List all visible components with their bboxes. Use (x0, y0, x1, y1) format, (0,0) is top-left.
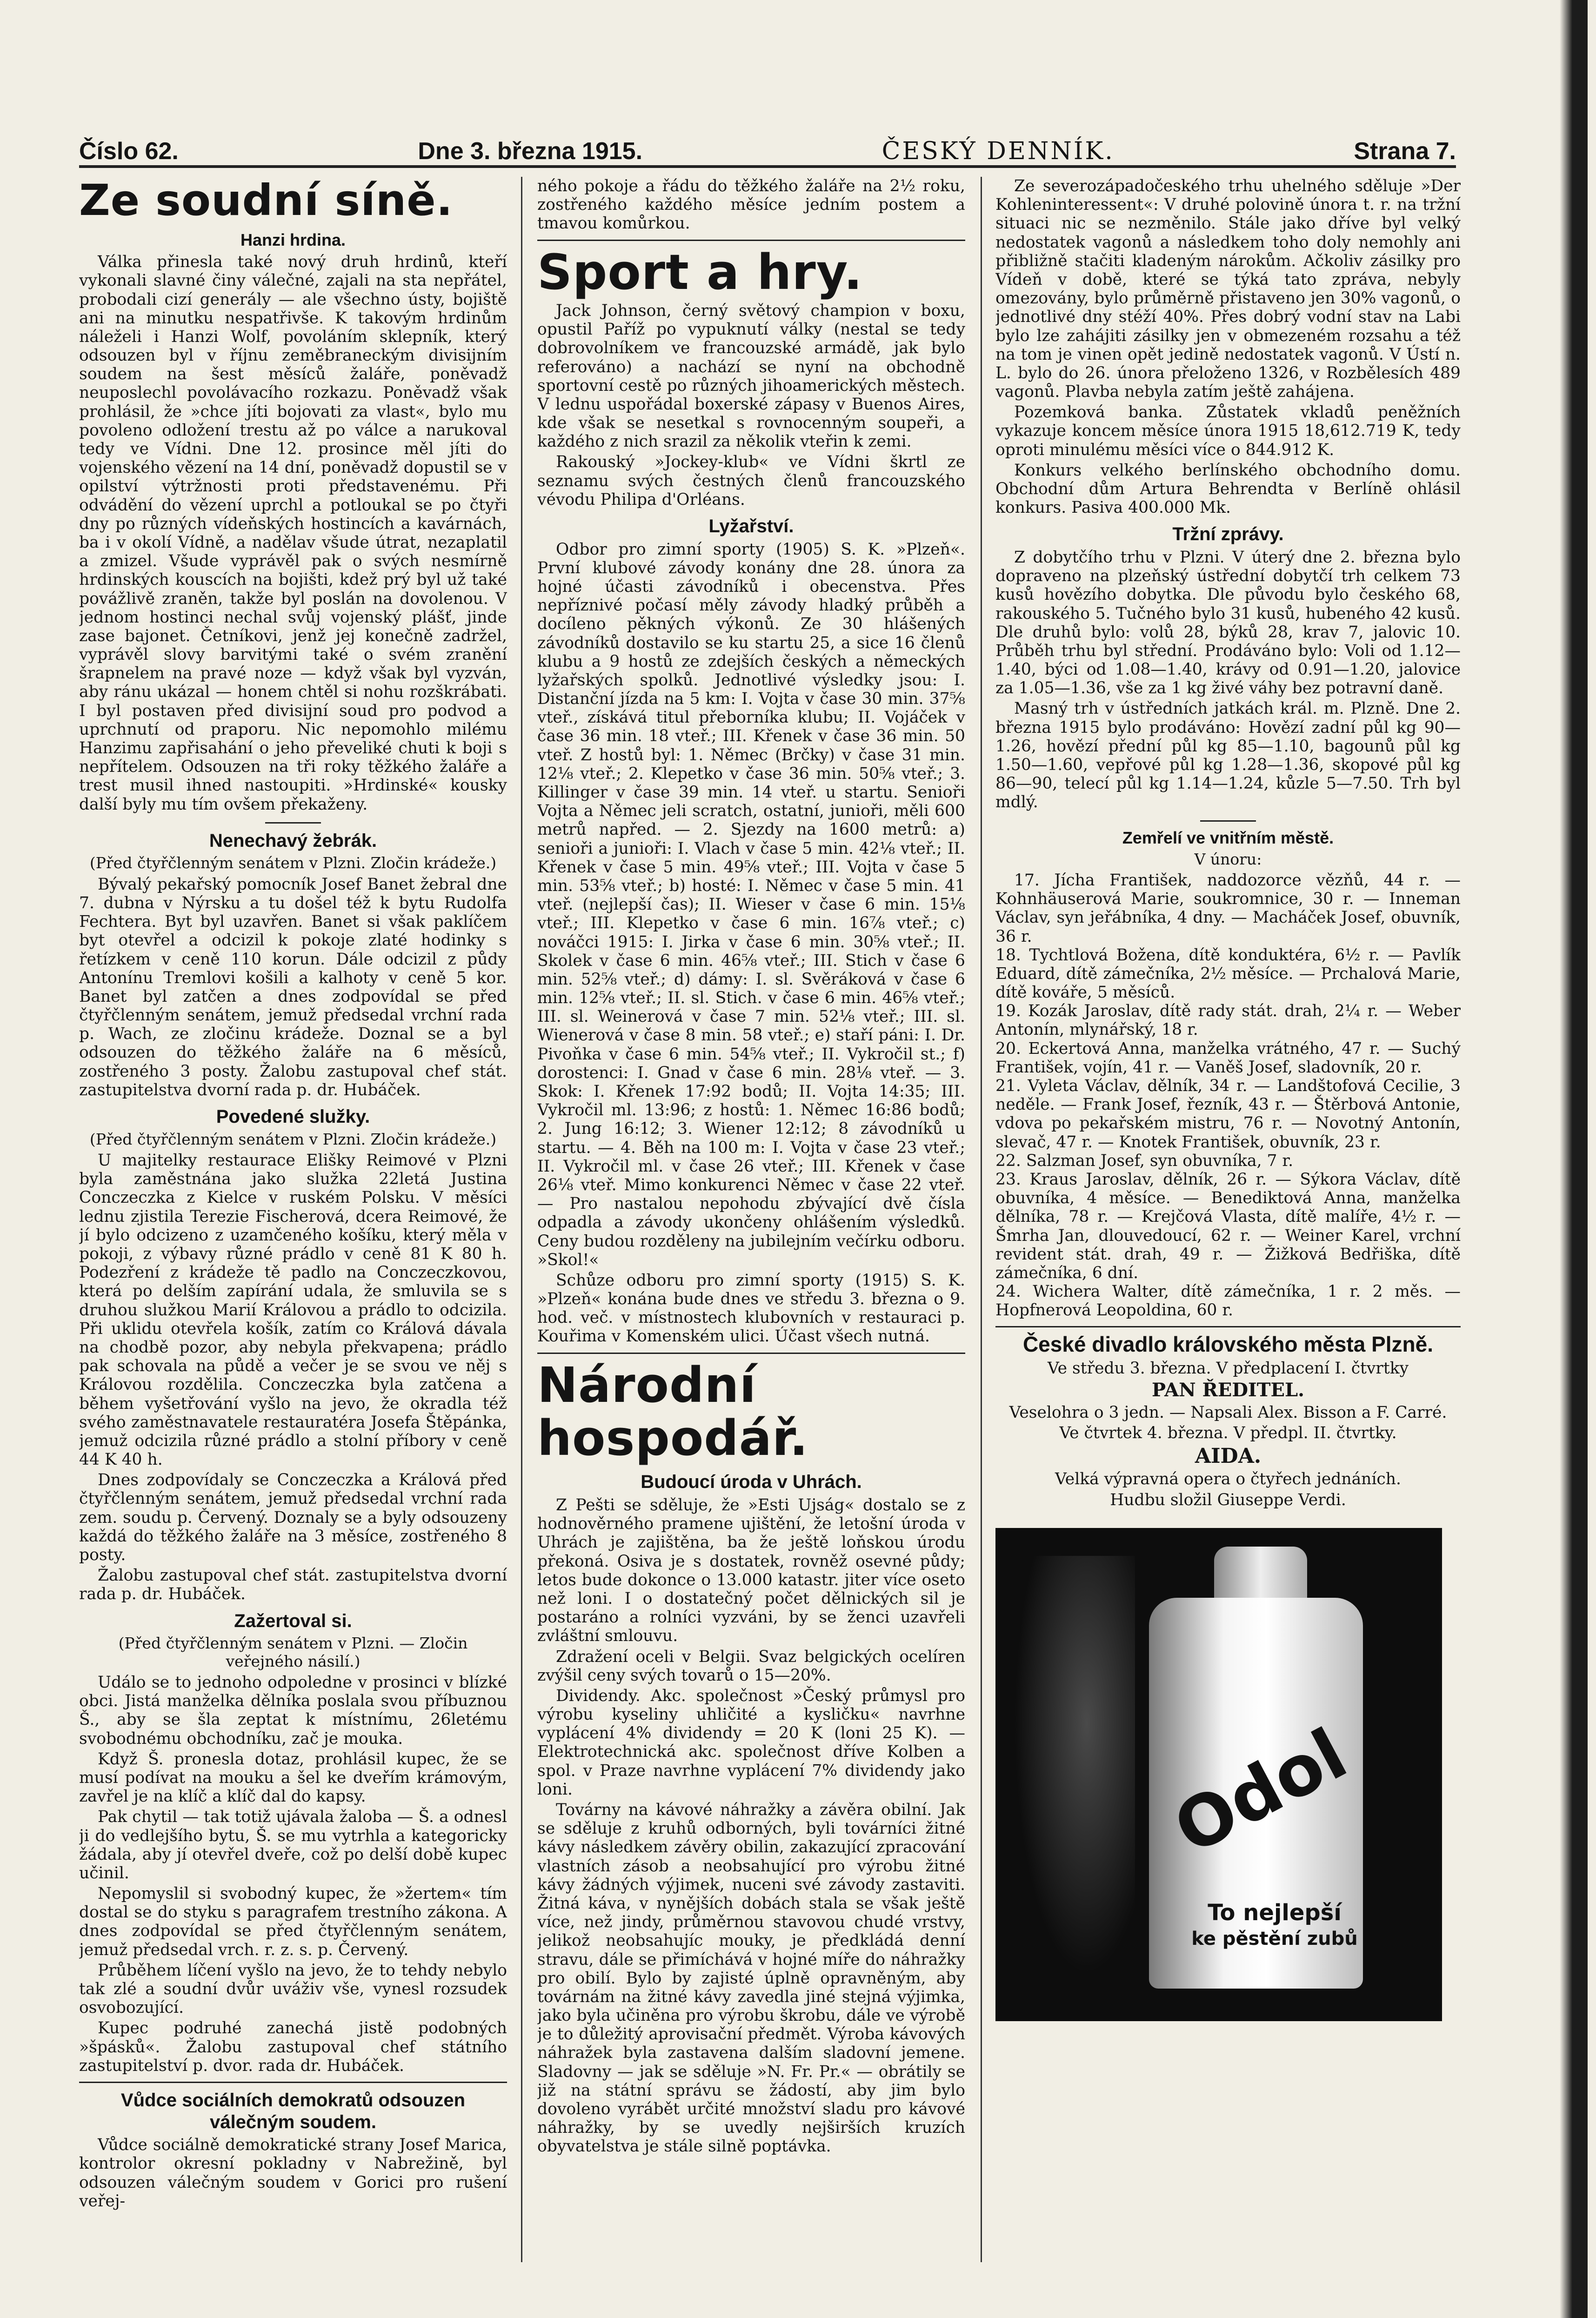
ad-splash-graphic (1014, 1556, 1135, 1975)
article-paragraph: Bývalý pekařský pomocník Josef Banet žebral dne 7. dubna v Nýrsku a tu došel též k bytu Rudolfa Fechtera. Byt byl uzavřen. Banet si však paklíčem byt otevřel a odcizil k pokoje zlaté hodinky s řetízkem v ceně 110 korun. Dále odcizil z půdy Antonínu Tremlovi košili a kalhoty v ceně 5 kor. Banet byl zatčen a dnes zodpovídal se před čtyřčlenným senátem, jemuž předsedal vrchní rada p. Wach, ze zločinu krádeže. Doznal se a byl odsouzen do těžkého žaláře na 6 měsíců, zostřeného 3 posty. Žalobu zastupoval chef stát. zastupitelstva dvorní rada p. dr. Hubáček. (79, 875, 507, 1099)
masthead (79, 133, 1456, 168)
article-title: Nenechavý žebrák. (209, 830, 377, 851)
article-paragraph: Z Pešti se sděluje, že »Esti Ujság« dostalo se z hodnověrného pramene ujištění, že letošní úroda v Uhrách je zajištěna, ba že ještě loňskou úrodu překoná. Osiva je s dostatek, rovněž osevné půdy; letos bude dokonce o 13.000 katastr. jiter více oseto než loni. I o dostatečný počet dělnických sil je postaráno a rolníci vyzváni, by se ženci uzavřeli zvláštní smlouvu. (537, 1496, 965, 1646)
newspaper-name: ČESKÝ DENNÍK. (881, 137, 1115, 165)
article-title: Budoucí úroda v Uhrách. (641, 1472, 862, 1493)
issue-number: Číslo 62. (79, 138, 179, 165)
article-paragraph: Zdražení oceli v Belgii. Svaz belgických ocelíren zvýšil ceny svých tovarů o 15—20%. (537, 1647, 965, 1685)
article-paragraph: Schůze odboru pro zimní sporty (1915) S. K. »Plzeň« konána bude dnes ve středu 3. března o 9. hod. več. v místnostech klubovních v restauraci p. Kouřima v Komenském ulici. Účast všech nutná. (537, 1271, 965, 1346)
theatre-line: Ve čtvrtek 4. března. V předpl. II. čtvrtky. (1059, 1424, 1397, 1443)
article-paragraph: Masný trh v ústředních jatkách král. m. Plzně. Dne 2. března 1915 bylo prodáváno: Hovězí zadní půl kg 90—1.26, hovězí přední půl kg 85—1.10, bagounů půl kg 1.50—1.60, vepřové půl kg 1.28—1.36, skopové půl kg 86—90, telecí půl kg 1.14—1.24, kůzle 5—7.50. Trh byl mdlý. (995, 699, 1461, 812)
article-paragraph: Když Š. pronesla dotaz, prohlásil kupec, že se musí podívat na mouku a šel ke dveřím krámovým, zavřel je na klíč a klíč dal do kapsy. (79, 1749, 507, 1806)
column-divider-1 (521, 177, 522, 2262)
theatre-play-title: PAN ŘEDITEL. (1151, 1379, 1305, 1401)
ad-slogan-sub: ke pěstění zubů (1191, 1928, 1358, 1950)
article-paragraph: Žalobu zastupoval chef stát. zastupitelstva dvorní rada p. dr. Hubáček. (79, 1566, 507, 1604)
article-paragraph: Válka přinesla také nový druh hrdinů, kteří vykonali slavné činy válečné, zajali na sta nepřátel, probodali cizí generály — ale všechno ústy, bojiště ani na minutku nespatřivše. K takovým hrdinům náleželi i Hanzi Wolf, povoláním sklepník, který odsouzen byl v říjnu zeměbraneckým divisijním soudem na šest měsíců žaláře, poněvadž neuposlechl povolávacího rozkazu. Poněvadž však prohlásil, že »chce jíti bojovati za vlast«, bylo mu povoleno odložení trestu až po válce a narukoval tedy ve Vídni. Dne 12. prosince měl jíti do vojenského vězení na 14 dní, poněvadž dopustil se v opilství výtržnosti proti představenému. Při odvádění do vězení uprchl a potloukal se po čtyři dny po různých vídeňských hostincích a kavárnách, ba i v okolí Vídně, a nadělav všude útrat, nezaplatil a zmizel. Všude vyprávěl pak o svých nesmírně hrdinských kouscích na bojišti, kdež prý byl už také povážlivě zraněn, takže byl poslán na dovolenou. V jednom hostinci nechal svůj vojenský plášť, jinde zase bajonet. Četníkovi, jenž jej konečně zadržel, vyprávěl slovy barvitými také o svém zranění šrapnelem na pravé noze — když však byl vyzván, aby ránu ukázal — honem chtěl si nohu rozškrábati. I byl postaven před divisijní soud pro podvod a uprchnutí od praporu. Nic nepomohlo milému Hanzimu zapřisahání o jeho převeliké chuti k boji s nepřítelem. Odsouzen na tři roky těžkého žaláře a trest musil ihned nastoupiti. »Hrdinské« kousky další byly mu tím ovšem překaženy. (79, 253, 507, 814)
column-1 (79, 177, 507, 2262)
column-2 (537, 177, 965, 2262)
article-paragraph: Konkurs velkého berlínského obchodního domu. Obchodní dům Artura Behrendta v Berlíně ohlásil konkurs. Pasiva 400.000 Mk. (995, 461, 1461, 517)
article-paragraph: Událo se to jednoho odpoledne v prosinci v blízké obci. Jistá manželka dělníka poslala svou příbuznou Š., aby se šla zeptat k místnímu, 26letému svobodnému obchodníku, zač je mouka. (79, 1673, 507, 1748)
article-paragraph: Kupec podruhé zanechá jistě podobných »špásků«. Žalobu zastupoval chef státního zastupitelství p. dvor. rada dr. Hubáček. (79, 2019, 507, 2075)
article-paragraph: Z dobytčího trhu v Plzni. V úterý dne 2. března bylo dopraveno na plzeňský ústřední dobytčí trh celkem 73 kusů hovězího dobytka. Dle původu bylo českého 68, rakouského 5. Tučného bylo 31 kusů, hubeného 42 kusů. Dle druhů bylo: volů 28, býků 28, krav 7, jalovic 10. Průběh trhu byl střední. Prodáváno bylo: Voli od 1.12—1.40, býci od 1.08—1.40, krávy od 0.91—1.20, jalovice za 1.05—1.36, vše za 1 kg živé váhy bez potravní daně. (995, 548, 1461, 698)
article-paragraph: Dnes zodpovídaly se Conczeczka a Králová před čtyřčlenným senátem, jemuž předsedal vrchní rada zem. soudu p. Červený. Doznaly se a byly odsouzeny každá do těžkého žaláře na 3 měsíce, zostřeného 8 posty. (79, 1471, 507, 1564)
divider (537, 1353, 965, 1354)
section-title-court: Ze soudní síně. (79, 177, 453, 225)
article-paragraph: U majitelky restaurace Elišky Reimové v Plzni byla zaměstnána jako služka 22letá Justina Conczeczka z Kielce v ruském Polsku. V měsíci lednu zjistila Terezie Fischerová, dcera Reimové, že jí bylo odcizeno z uzamčeného košíku, který měla v pokoji, z výbavy různé prádlo v ceně 81 K 80 h. Podezření z krádeže tě padlo na Conczeczkovou, která po delším zapírání udala, že smluvila se s druhou služkou Marií Královou a prádlo to odcizila. Při uklidu otevřela košík, zatím co Králová dávala na chodbě pozor, aby nebyla překvapena; prádlo pak schovala na půdě a večer je se svou ve něj s Královou rozdělila. Conczeczka byla zatčena a během vyšetřování vyšlo na jevo, že okradla též svého zaměstnavatele restauratéra Josefa Štěpánka, jemuž odcizila různé prádlo a stolní příbory v ceně 44 K 40 h. (79, 1151, 507, 1469)
theatre-title: České divadlo královského města Plzně. (1022, 1332, 1434, 1357)
article-title: Hanzi hrdina. (240, 230, 346, 250)
theatre-opera-title: AIDA. (1195, 1444, 1262, 1468)
article-subtitle: (Před čtyřčlenným senátem v Plzni. — Zločin veřejného násilí.) (118, 1634, 468, 1670)
column-divider-2 (981, 177, 982, 2262)
theatre-line: Hudbu složil Giuseppe Verdi. (1110, 1490, 1346, 1509)
article-subtitle: (Před čtyřčlenným senátem v Plzni. Zločin krádeže.) (89, 854, 497, 872)
ad-brand: Odol (1162, 1713, 1360, 1870)
subsection-title-deaths: Zemřelí ve vnitřním městě. (1122, 828, 1334, 847)
article-title: Vůdce sociálních demokratů odsouzen válečným soudem. (120, 2090, 466, 2132)
column-3 (995, 177, 1461, 2262)
article-paragraph: Dividendy. Akc. společnost »Český průmysl pro výrobu kyseliny uhličité a kysličku« navrhne vyplácení 4% dividendy = 20 K (loni 25 K). — Elektrotechnická akc. společnost dříve Kolben a spol. v Praze navrhne vyplácení 7% dividendy jako loni. (537, 1686, 965, 1799)
divider (79, 2082, 507, 2083)
theatre-line: Velká výpravná opera o čtyřech jednáních. (1055, 1470, 1401, 1489)
ad-slogan: To nejlepší (1208, 1899, 1342, 1926)
article-paragraph: Odbor pro zimní sporty (1905) S. K. »Plzeň«. První klubové závody konány dne 28. února za hojné účasti závodníků i obecenstva. Přes nepříznivé počasí měly závody hladký průběh a docíleno pěkných výkonů. Ze 30 hlášených závodníků dostavilo se ku startu 25, a sice 16 členů klubu a 9 hostů ze zdejších českých a německých lyžařských spolků. Jednotlivé výsledky jsou: I. Distanční jízda na 5 km: I. Vojta v čase 30 min. 37⅝ vteř., získává titul přeborníka klubu; II. Vojáček v čase 36 min. 18 vteř.; III. Křenek v čase 36 min. 50 vteř. Z hostů byl: 1. Němec (Brčky) v čase 31 min. 12⅛ vteř.; 2. Klepetko v čase 36 min. 50⅝ vteř.; 3. Killinger v čase 39 min. 14 vteř. u startu. Senioři Vojta a Němec jeli scratch, ostatní, junioři, měli 600 metrů napřed. — 2. Sjezdy na 1600 metrů: a) senioři a junioři: I. Vlach v čase 5 min. 42⅛ vteř.; II. Křenek v čase 5 min. 49⅝ vteř.; III. Vojta v čase 5 min. 53⅝ vteř.; b) hosté: I. Němec v čase 5 min. 41 vteř. (nejlepší čas); II. Wieser v čase 6 min. 15⅛ vteř.; III. Klepetko v čase 6 min. 16⅞ vteř.; c) nováčci 1915: I. Jirka v čase 6 min. 30⅝ vteř.; II. Skolek v čase 6 min. 46⅝ vteř.; III. Stich v čase 6 min. 52⅝ vteř.; d) dámy: I. sl. Svěráková v čase 6 min. 12⅝ vteř.; II. sl. Stich. v čase 6 min. 46⅝ vteř.; III. sl. Weinerová v čase 7 min. 52⅛ vteř.; III. sl. Wienerová v čase 8 min. 58 vteř.; e) staří páni: I. Dr. Pivoňka v čase 6 min. 54⅝ vteř.; II. Vykročil st.; f) dorostenci: I. Gnad v čase 6 min. 28⅛ vteř. — 3. Skok: I. Křenek 17:92 bodů; II. Vojta 14:35; III. Vykročil ml. 13:96; z hostů: 1. Němec 16:86 bodů; 2. Jung 16:12; 3. Wiener 12:12; 8 závodníků u startu. — 4. Běh na 100 m: I. Vojta v čase 23 vteř.; II. Vykročil ml. v čase 26 vteř.; III. Křenek v čase 26⅛ vteř. Mimo konkurenci Němec v čase 22 vteř. — Pro nastalou nepohodu zbývající dvě čísla odpadla a závody ukončeny ohlášením výsledků. Ceny budou rozděleny na jubilejním večírku odboru. »Skol!« (537, 540, 965, 1269)
article-paragraph: Vůdce sociálně demokratické strany Josef Marica, kontrolor okresní pokladny v Nabrežině, byl odsouzen válečným soudem v Gorici pro rušení veřej- (79, 2136, 507, 2211)
page-edge-shadow (1560, 0, 1588, 2318)
divider (1200, 820, 1256, 822)
section-title-economy: Národní hospodář. (537, 1356, 808, 1467)
divider (265, 822, 321, 824)
article-paragraph: Ze severozápadočeského trhu uhelného sděluje »Der Kohleninteressent«: V druhé polovině února t. r. na tržní situaci nic se nezměnilo. Stále jako dříve byl velký nedostatek vagonů a následkem toho doly nemohly ani přibližně stačiti kladeným nárokům. Ačkoliv zásilky pro Vídeň v době, které se týká tato zpráva, nebyly omezovány, bylo průměrně přistaveno jen 30% vagonů, o jednotlivé dny stéží 40%. Přes dobrý vodní stav na Labi bylo lze zahájiti zásilky jen v obmezeném rozsahu a též na tom je vinen opět jedině nedostatek vagonů. V Ústí n. L. bylo do 26. února přeloženo 1326, v Rozbělesích 489 vagonů. Plavba nebyla zatím ještě zahájena. (995, 177, 1461, 402)
article-title: Povedené služky. (216, 1106, 370, 1127)
article-continuation: ného pokoje a řádu do těžkého žaláře na 2½ roku, zostřeného každého měsíce jedním postem a tmavou komůrkou. (537, 177, 965, 233)
odol-advertisement (995, 1528, 1442, 2021)
issue-date: Dne 3. března 1915. (418, 138, 643, 165)
deaths-list: 17. Jícha František, naddozorce vězňů, 44 r. — Kohnhäuserová Marie, soukromnice, 30 r. — Inneman Václav, syn jeřábníka, 4 dny. — Macháček Josef, obuvník, 36 r. 18. Tychtlová Božena, dítě konduktéra, 6½ r. — Pavlík Eduard, dítě zámečníka, 2½ měsíce. — Prchalová Marie, dítě kováře, 5 měsíců. 19. Kozák Jaroslav, dítě rady stát. drah, 2¼ r. — Weber Antonín, mlynářský, 18 r. 20. Eckertová Anna, manželka vrátného, 47 r. — Suchý František, vojín, 41 r. — Vaněš Josef, sladovník, 20 r. 21. Vyleta Václav, dělník, 34 r. — Landštofová Cecilie, 3 neděle. — Frank Josef, řezník, 43 r. — Štěrbová Antonie, vdova po pekařském mistru, 76 r. — Novotný Antonín, slevač, 47 r. — Knotek František, obuvník, 23 r. 22. Salzman Josef, syn obuvníka, 7 r. 23. Kraus Jaroslav, dělník, 26 r. — Sýkora Václav, dítě obuvníka, 4 měsíce. — Benediktová Anna, manželka dělníka, 78 r. — Krejčová Vlasta, dítě malíře, 4½ r. — Šmrha Jan, dlouvedoucí, 62 r. — Weiner Karel, vrchní revident stát. drah, 49 r. — Žižková Bedřiška, dítě zámečníka, 6 dní. 24. Wichera Walter, dítě zámečníka, 1 r. 2 měs. — Hopfnerová Leopoldina, 60 r. (995, 871, 1461, 1320)
article-paragraph: Průběhem líčení vyšlo na jevo, že to tehdy nebylo tak zlé a soudní dvůr uváživ vše, vynesl rozsudek osvobozující. (79, 1961, 507, 2017)
divider (537, 240, 965, 241)
article-paragraph: Pak chytil — tak totiž ujávala žaloba — Š. a odnesl ji do vedlejšího bytu, Š. se mu vytrhla a kategoricky žádala, aby jí otevřel dveře, což po delší době kupec učinil. (79, 1808, 507, 1883)
article-paragraph: Továrny na kávové náhražky a závěra obilní. Jak se sděluje z kruhů odborných, byli továrníci žitné kávy následkem závěry obilin, zakazující zpracování vlastních zásob a neobsahující pro výrobu žitné kávy žádných výjimek, nuceni své závody zastaviti. Žitná káva, v nynějších dobách stala se však ještě více, než jindy, průměrnou stavovou chudé vrstvy, jelikož neobsahujíc mouky, je předkládá denní stravu, dále se přimíchává v hojné míře do náhražky pro obilí. Bylo by zajisté úplně opravněným, aby továrnám na žitné kávy zavedla jiné stejná výjimka, jako byla učiněna pro výrobu škrobu, dále ve výrobě je to důležitý aprovisační předmět. Výroba kávových náhražek byla zastavena dalším sladovní jemene. Sladovny — jak se sděluje »N. Fr. Pr.« — obrátily se již na státní správu se žádostí, aby jim bylo dovoleno vyrábět určité množství sladu pro kávové náhražky, by se uvedly nejširších kruzích obyvatelstva je stále silně poptávka. (537, 1801, 965, 2156)
theatre-line: Ve středu 3. března. V předplacení I. čtvrtky (1047, 1359, 1409, 1378)
article-title: Zažertoval si. (234, 1610, 352, 1631)
deaths-month: V únoru: (1194, 850, 1262, 868)
subsection-title-market: Tržní zprávy. (1172, 524, 1284, 545)
theatre-line: Veselohra o 3 jedn. — Napsali Alex. Bisson a F. Carré. (1009, 1403, 1447, 1422)
section-title-sport: Sport a hry. (537, 243, 863, 301)
article-subtitle: (Před čtyřčlenným senátem v Plzni. Zločin krádeže.) (89, 1130, 497, 1148)
divider (995, 1326, 1461, 1327)
article-paragraph: Rakouský »Jockey-klub« ve Vídni škrtl ze seznamu svých čestných členů francouzského vévodu Philipa d'Orléans. (537, 453, 965, 509)
page-number: Strana 7. (1354, 138, 1456, 165)
article-paragraph: Nepomyslil si svobodný kupec, že »žertem« tím dostal se do styku s paragrafem trestního zákona. A dnes zodpovídal se před čtyřčlenným senátem, jemuž předsedal vrch. r. z. s. p. Červený. (79, 1884, 507, 1959)
subsection-title-skiing: Lyžařství. (708, 516, 794, 537)
article-paragraph: Jack Johnson, černý světový champion v boxu, opustil Paříž po vypuknutí války (nestal se tedy dobrovolníkem ve francouzské armádě, jak bylo referováno) a nachází se nyní na obchodně sportovní cestě po různých jihoamerických městech. V lednu uspořádal boxerské zápasy v Buenos Aires, kde však se nesetkal s rovnocenným soupeři, a každého z nich srazil za několik vteřin k zemi. (537, 301, 965, 451)
article-paragraph: Pozemková banka. Zůstatek vkladů peněžních vykazuje koncem měsíce února 1915 18,612.719 K, tedy oproti minulému měsíci více o 844.912 K. (995, 403, 1461, 459)
